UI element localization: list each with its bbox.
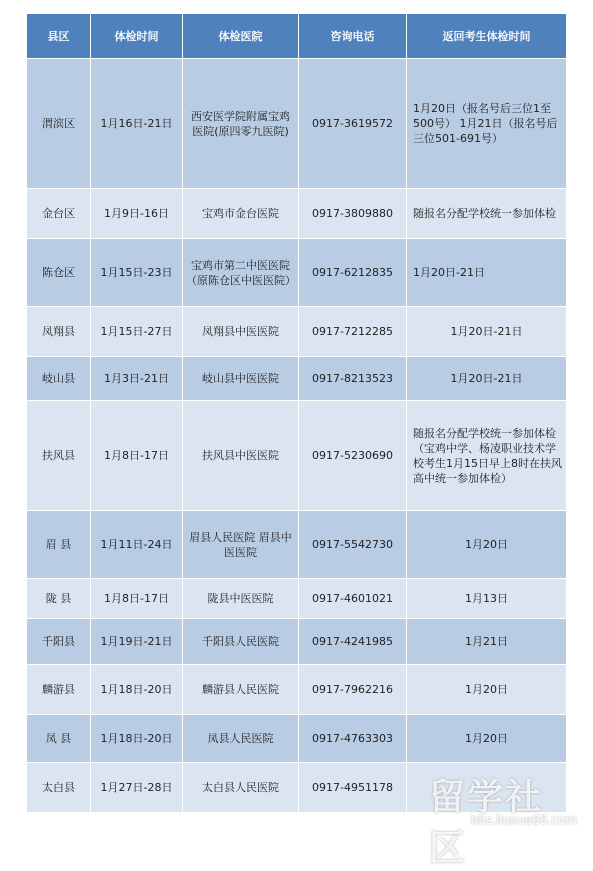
cell-hospital: 宝鸡市金台医院 bbox=[183, 189, 299, 239]
cell-hospital: 岐山县中医医院 bbox=[183, 357, 299, 401]
cell-county: 凤 县 bbox=[27, 715, 91, 763]
cell-phone: 0917-4601021 bbox=[299, 579, 407, 619]
cell-county: 陈仓区 bbox=[27, 239, 91, 307]
cell-hospital: 眉县人民医院 眉县中医医院 bbox=[183, 511, 299, 579]
cell-phone: 0917-7212285 bbox=[299, 307, 407, 357]
cell-exam-time: 1月9日-16日 bbox=[91, 189, 183, 239]
table-row bbox=[27, 619, 567, 665]
cell-return-time: 随报名分配学校统一参加体检 bbox=[407, 189, 567, 239]
header-hospital: 体检医院 bbox=[183, 14, 299, 59]
cell-phone: 0917-5542730 bbox=[299, 511, 407, 579]
cell-county: 眉 县 bbox=[27, 511, 91, 579]
cell-county: 岐山县 bbox=[27, 357, 91, 401]
cell-hospital: 千阳县人民医院 bbox=[183, 619, 299, 665]
cell-phone: 0917-4951178 bbox=[299, 763, 407, 813]
cell-exam-time: 1月18日-20日 bbox=[91, 715, 183, 763]
cell-county: 麟游县 bbox=[27, 665, 91, 715]
table-row bbox=[27, 511, 567, 579]
cell-return-time: 1月20日 bbox=[407, 511, 567, 579]
cell-hospital: 凤县人民医院 bbox=[183, 715, 299, 763]
cell-exam-time: 1月11日-24日 bbox=[91, 511, 183, 579]
table-row bbox=[27, 307, 567, 357]
table-row bbox=[27, 579, 567, 619]
table-row bbox=[27, 239, 567, 307]
cell-exam-time: 1月27日-28日 bbox=[91, 763, 183, 813]
header-phone: 咨询电话 bbox=[299, 14, 407, 59]
cell-return-time: 1月20日-21日 bbox=[407, 307, 567, 357]
cell-phone: 0917-5230690 bbox=[299, 401, 407, 511]
cell-return-time: 1月20日 bbox=[407, 715, 567, 763]
cell-phone: 0917-7962216 bbox=[299, 665, 407, 715]
cell-exam-time: 1月16日-21日 bbox=[91, 59, 183, 189]
cell-phone: 0917-4763303 bbox=[299, 715, 407, 763]
cell-exam-time: 1月15日-23日 bbox=[91, 239, 183, 307]
site-watermark bbox=[429, 769, 579, 869]
header-exam-time: 体检时间 bbox=[91, 14, 183, 59]
cell-exam-time: 1月8日-17日 bbox=[91, 579, 183, 619]
table-row bbox=[27, 665, 567, 715]
exam-schedule-table bbox=[26, 13, 567, 813]
cell-phone: 0917-8213523 bbox=[299, 357, 407, 401]
cell-county: 扶风县 bbox=[27, 401, 91, 511]
cell-return-time: 随报名分配学校统一参加体检（宝鸡中学、杨凌职业技术学校考生1月15日早上8时在扶风高中统一参加体检） bbox=[407, 401, 567, 511]
cell-hospital: 西安医学院附属宝鸡医院(原四零九医院) bbox=[183, 59, 299, 189]
cell-hospital: 凤翔县中医医院 bbox=[183, 307, 299, 357]
cell-county: 渭滨区 bbox=[27, 59, 91, 189]
header-county: 县区 bbox=[27, 14, 91, 59]
table-row bbox=[27, 59, 567, 189]
cell-hospital: 麟游县人民医院 bbox=[183, 665, 299, 715]
cell-county: 太白县 bbox=[27, 763, 91, 813]
cell-phone: 0917-3619572 bbox=[299, 59, 407, 189]
watermark-logo-text: 留学社区 bbox=[429, 777, 544, 869]
cell-hospital: 宝鸡市第二中医医院（原陈仓区中医医院） bbox=[183, 239, 299, 307]
cell-return-time: 1月20日-21日 bbox=[407, 239, 567, 307]
cell-exam-time: 1月8日-17日 bbox=[91, 401, 183, 511]
table-header-row bbox=[27, 14, 567, 59]
cell-phone: 0917-4241985 bbox=[299, 619, 407, 665]
cell-phone: 0917-6212835 bbox=[299, 239, 407, 307]
table-row bbox=[27, 357, 567, 401]
cell-exam-time: 1月19日-21日 bbox=[91, 619, 183, 665]
cell-return-time: 1月20日-21日 bbox=[407, 357, 567, 401]
cell-hospital: 太白县人民医院 bbox=[183, 763, 299, 813]
cell-return-time: 1月13日 bbox=[407, 579, 567, 619]
cell-exam-time: 1月3日-21日 bbox=[91, 357, 183, 401]
table-row bbox=[27, 401, 567, 511]
cell-return-time: 1月21日 bbox=[407, 619, 567, 665]
cell-return-time: 1月20日（报名号后三位1至500号） 1月21日（报名号后三位501-691号） bbox=[407, 59, 567, 189]
cell-county: 陇 县 bbox=[27, 579, 91, 619]
cell-exam-time: 1月18日-20日 bbox=[91, 665, 183, 715]
header-return-time: 返回考生体检时间 bbox=[407, 14, 567, 59]
watermark-url: bbs.liuxue86.com bbox=[470, 813, 577, 827]
cell-exam-time: 1月15日-27日 bbox=[91, 307, 183, 357]
table-row bbox=[27, 189, 567, 239]
cell-phone: 0917-3809880 bbox=[299, 189, 407, 239]
cell-county: 凤翔县 bbox=[27, 307, 91, 357]
cell-county: 金台区 bbox=[27, 189, 91, 239]
cell-hospital: 扶风县中医医院 bbox=[183, 401, 299, 511]
table-row bbox=[27, 715, 567, 763]
cell-return-time: 1月20日 bbox=[407, 665, 567, 715]
cell-county: 千阳县 bbox=[27, 619, 91, 665]
cell-hospital: 陇县中医医院 bbox=[183, 579, 299, 619]
